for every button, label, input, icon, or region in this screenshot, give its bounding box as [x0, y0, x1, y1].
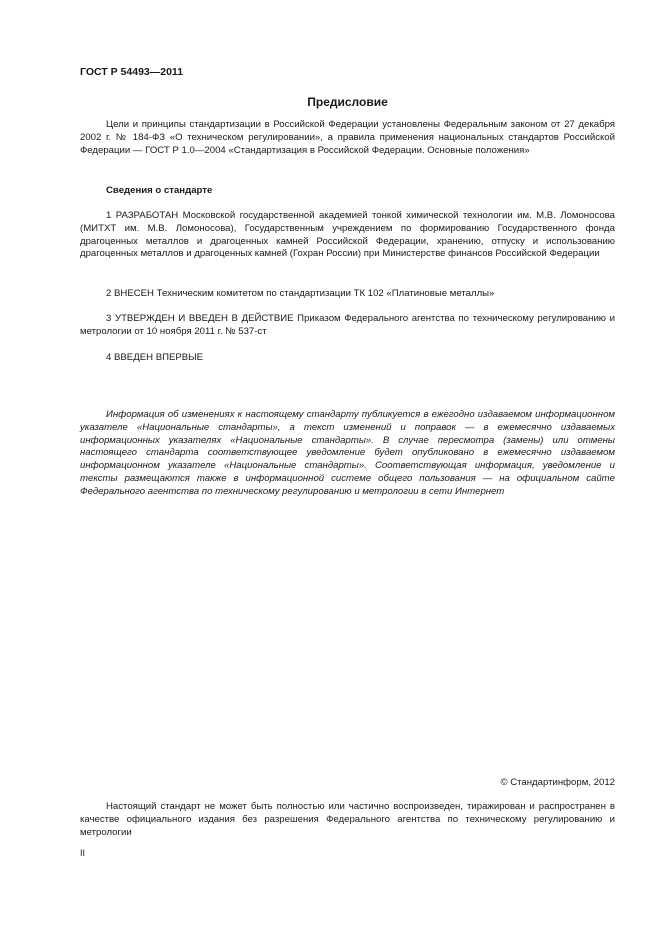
item-3-paragraph: 3 УТВЕРЖДЕН И ВВЕДЕН В ДЕЙСТВИЕ Приказом Федерального агентства по техническому регулированию и метрологии от 10 ноября 2011 г. № 537-ст — [80, 313, 615, 337]
page-number: II — [80, 848, 86, 858]
reproduction-notice: Настоящий стандарт не может быть полностью или частично воспроизведен, тиражирован и распространен в качестве официального издания без разрешения Федерального агентства по техническому регулированию и метрологии — [80, 801, 615, 838]
item-1-paragraph: 1 РАЗРАБОТАН Московской государственной академией тонкой химической технологии им. М.В. Ломоносова (МИТХТ им. М.В. Ломоносова), Государственным учреждением по формированию Государственного фонда драгоценных металлов и драгоценных камней Российской Федерации, хранению, отпуску и использованию драгоценных металлов и драгоценных камней (Гохран России) при Министерстве финансов Российской Федерации — [80, 210, 615, 260]
item-4-paragraph: 4 ВВЕДЕН ВПЕРВЫЕ — [106, 352, 204, 363]
info-paragraph: Информация об изменениях к настоящему стандарту публикуется в ежегодно издаваемом информационном указателе «Национальные стандарты», а текст изменений и поправок — в ежемесячно издаваемых информационных указателях «Национальные стандарты». В случае пересмотра (замены) или отмены настоящего стандарта соответствующее уведомление будет опубликовано в ежемесячно издаваемом информационном указателе «Национальные стандарты». Соответствующая информация, уведомление и тексты размещаются также в информационной системе общего пользования — на официальном сайте Федерального агентства по техническому регулированию и метрологии в сети Интернет — [80, 409, 615, 497]
intro-paragraph: Цели и принципы стандартизации в Российской Федерации установлены Федеральным законом от 27 декабря 2002 г. № 184-ФЗ «О техническом регулировании», а правила применения национальных стандартов Российской Федерации — ГОСТ Р 1.0—2004 «Стандартизация в Российской Федерации. Основные положения» — [80, 119, 615, 156]
copyright-line: © Стандартинформ, 2012 — [500, 777, 615, 788]
item-2-paragraph: 2 ВНЕСЕН Техническим комитетом по стандартизации ТК 102 «Платиновые металлы» — [106, 288, 495, 299]
section-heading: Сведения о стандарте — [106, 185, 213, 196]
standard-code-header: ГОСТ Р 54493—2011 — [80, 66, 184, 78]
page-title: Предисловие — [307, 95, 388, 109]
